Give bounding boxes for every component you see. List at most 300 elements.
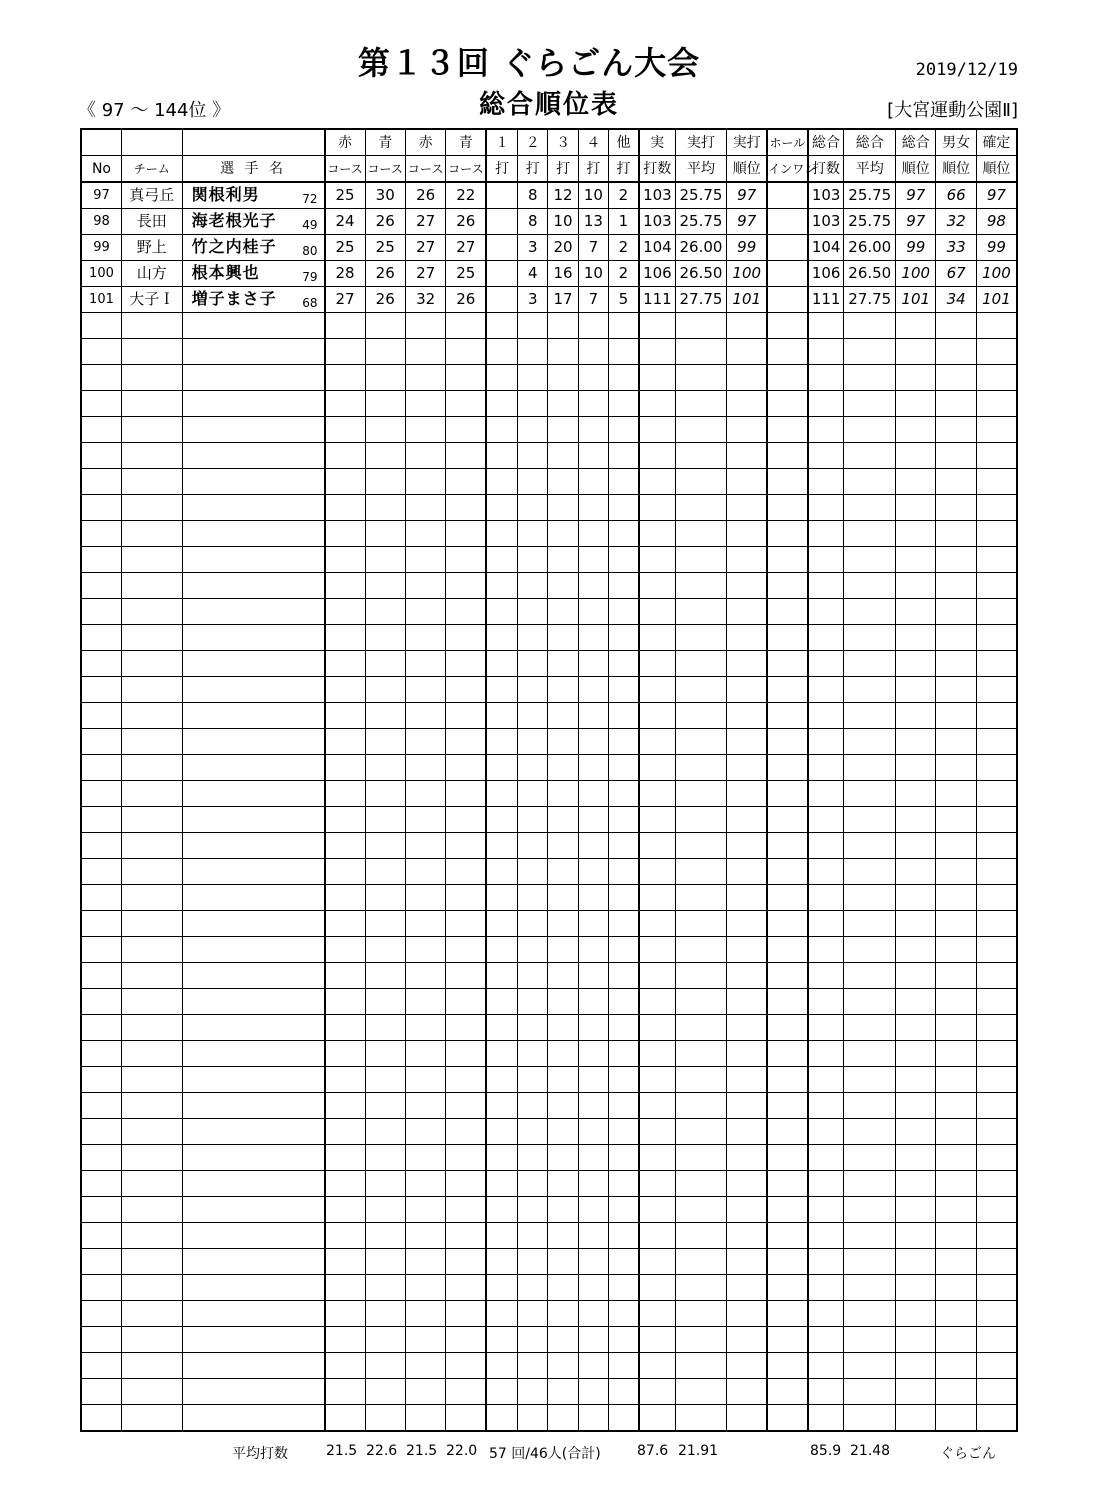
empty-cell — [808, 807, 844, 833]
empty-cell — [808, 1405, 844, 1432]
empty-cell — [405, 1041, 445, 1067]
column-header: 総合 — [808, 129, 844, 156]
empty-cell — [578, 1223, 608, 1249]
empty-cell — [548, 729, 578, 755]
footer-actual-total: 87.6 — [637, 1443, 669, 1459]
cell-gender-rank: 67 — [936, 261, 976, 287]
empty-cell — [518, 1379, 548, 1405]
column-header: 実打 — [675, 129, 727, 156]
empty-cell — [976, 989, 1017, 1015]
empty-cell — [548, 1041, 578, 1067]
empty-cell — [81, 859, 121, 885]
empty-cell — [121, 521, 182, 547]
cell-total-rank: 100 — [896, 261, 936, 287]
cell-s4: 10 — [578, 182, 608, 209]
empty-cell — [182, 729, 325, 755]
column-header: 選 手 名 — [182, 156, 325, 183]
column-header: 男女 — [936, 129, 976, 156]
empty-cell — [727, 1041, 767, 1067]
empty-cell — [578, 365, 608, 391]
empty-cell — [578, 625, 608, 651]
column-header — [81, 129, 121, 156]
empty-table-row — [81, 1275, 1017, 1301]
empty-cell — [808, 1249, 844, 1275]
empty-cell — [896, 443, 936, 469]
empty-cell — [446, 807, 486, 833]
empty-cell — [896, 1197, 936, 1223]
cell-actual: 103 — [639, 209, 675, 235]
empty-cell — [936, 911, 976, 937]
empty-cell — [609, 469, 639, 495]
empty-cell — [405, 521, 445, 547]
empty-cell — [486, 755, 517, 781]
empty-cell — [518, 833, 548, 859]
empty-cell — [548, 1015, 578, 1041]
empty-cell — [639, 1327, 675, 1353]
empty-cell — [727, 1379, 767, 1405]
column-header: コース — [405, 156, 445, 183]
empty-cell — [405, 495, 445, 521]
empty-cell — [675, 807, 727, 833]
empty-cell — [446, 625, 486, 651]
empty-table-row — [81, 391, 1017, 417]
empty-table-row — [81, 885, 1017, 911]
empty-cell — [518, 339, 548, 365]
empty-table-row — [81, 339, 1017, 365]
cell-red1: 25 — [325, 182, 365, 209]
empty-cell — [325, 1197, 365, 1223]
empty-cell — [365, 1275, 405, 1301]
empty-cell — [976, 391, 1017, 417]
empty-cell — [976, 755, 1017, 781]
empty-cell — [609, 859, 639, 885]
player-age: 79 — [302, 270, 318, 284]
empty-cell — [727, 703, 767, 729]
cell-no: 101 — [81, 287, 121, 313]
empty-cell — [81, 1405, 121, 1432]
cell-s2: 4 — [518, 261, 548, 287]
cell-s4: 7 — [578, 287, 608, 313]
cell-total-rank: 101 — [896, 287, 936, 313]
empty-cell — [976, 469, 1017, 495]
empty-cell — [486, 1327, 517, 1353]
empty-cell — [976, 1275, 1017, 1301]
empty-cell — [182, 963, 325, 989]
column-header: 打 — [578, 156, 608, 183]
empty-cell — [976, 859, 1017, 885]
empty-table-row — [81, 1015, 1017, 1041]
cell-final-rank: 97 — [976, 182, 1017, 209]
empty-cell — [639, 1171, 675, 1197]
cell-red1: 25 — [325, 235, 365, 261]
empty-cell — [896, 1301, 936, 1327]
empty-cell — [727, 547, 767, 573]
empty-cell — [365, 755, 405, 781]
empty-cell — [365, 339, 405, 365]
cell-total-rank: 97 — [896, 182, 936, 209]
player-name: 根本興也 — [191, 263, 260, 282]
empty-cell — [405, 781, 445, 807]
empty-cell — [808, 1015, 844, 1041]
empty-cell — [518, 1041, 548, 1067]
empty-cell — [365, 521, 405, 547]
empty-cell — [936, 1093, 976, 1119]
empty-cell — [182, 911, 325, 937]
empty-cell — [727, 573, 767, 599]
empty-cell — [182, 469, 325, 495]
empty-cell — [767, 495, 807, 521]
empty-cell — [486, 1301, 517, 1327]
empty-cell — [182, 703, 325, 729]
empty-cell — [896, 313, 936, 339]
empty-cell — [578, 1041, 608, 1067]
empty-cell — [446, 1119, 486, 1145]
empty-cell — [976, 521, 1017, 547]
empty-cell — [548, 1145, 578, 1171]
empty-cell — [936, 391, 976, 417]
cell-blue1: 26 — [365, 209, 405, 235]
empty-cell — [81, 1327, 121, 1353]
empty-cell — [405, 833, 445, 859]
empty-cell — [405, 365, 445, 391]
empty-cell — [976, 1171, 1017, 1197]
empty-cell — [936, 1119, 976, 1145]
empty-cell — [639, 1301, 675, 1327]
empty-cell — [767, 755, 807, 781]
column-header: ２ — [518, 129, 548, 156]
empty-cell — [896, 495, 936, 521]
empty-cell — [121, 755, 182, 781]
empty-cell — [325, 521, 365, 547]
empty-cell — [896, 1171, 936, 1197]
empty-cell — [325, 339, 365, 365]
empty-cell — [844, 963, 896, 989]
empty-cell — [486, 443, 517, 469]
empty-cell — [446, 1223, 486, 1249]
empty-cell — [446, 365, 486, 391]
empty-cell — [976, 573, 1017, 599]
cell-hio — [767, 235, 807, 261]
empty-cell — [405, 547, 445, 573]
ranking-table — [80, 128, 1018, 1432]
empty-cell — [808, 781, 844, 807]
empty-cell — [578, 443, 608, 469]
empty-cell — [446, 1405, 486, 1432]
empty-cell — [675, 1015, 727, 1041]
column-header: 順位 — [936, 156, 976, 183]
empty-cell — [844, 625, 896, 651]
cell-blue2: 26 — [446, 287, 486, 313]
empty-cell — [896, 963, 936, 989]
cell-total: 103 — [808, 182, 844, 209]
empty-cell — [325, 1223, 365, 1249]
empty-cell — [548, 1171, 578, 1197]
empty-cell — [518, 1327, 548, 1353]
empty-cell — [675, 1119, 727, 1145]
empty-cell — [976, 1093, 1017, 1119]
empty-cell — [639, 651, 675, 677]
empty-cell — [121, 547, 182, 573]
empty-cell — [365, 729, 405, 755]
empty-cell — [767, 1145, 807, 1171]
empty-cell — [182, 417, 325, 443]
empty-cell — [365, 1093, 405, 1119]
empty-cell — [767, 1301, 807, 1327]
empty-cell — [609, 365, 639, 391]
empty-cell — [325, 1353, 365, 1379]
empty-cell — [182, 833, 325, 859]
empty-cell — [936, 833, 976, 859]
empty-cell — [844, 339, 896, 365]
empty-cell — [976, 599, 1017, 625]
empty-cell — [325, 989, 365, 1015]
empty-cell — [727, 365, 767, 391]
empty-cell — [609, 521, 639, 547]
cell-gender-rank: 66 — [936, 182, 976, 209]
empty-cell — [548, 625, 578, 651]
empty-cell — [896, 677, 936, 703]
empty-cell — [767, 1249, 807, 1275]
empty-cell — [81, 1067, 121, 1093]
empty-cell — [639, 1379, 675, 1405]
cell-actual: 106 — [639, 261, 675, 287]
empty-cell — [639, 1353, 675, 1379]
empty-cell — [446, 833, 486, 859]
empty-table-row — [81, 365, 1017, 391]
empty-cell — [325, 1041, 365, 1067]
empty-cell — [844, 729, 896, 755]
column-header: コース — [325, 156, 365, 183]
empty-table-row — [81, 1223, 1017, 1249]
empty-cell — [182, 1119, 325, 1145]
empty-cell — [578, 469, 608, 495]
cell-total-avg: 27.75 — [844, 287, 896, 313]
empty-cell — [844, 859, 896, 885]
empty-table-row — [81, 781, 1017, 807]
empty-cell — [727, 937, 767, 963]
empty-cell — [808, 703, 844, 729]
empty-cell — [405, 1197, 445, 1223]
empty-cell — [81, 833, 121, 859]
empty-cell — [609, 1249, 639, 1275]
empty-cell — [578, 1119, 608, 1145]
cell-blue1: 25 — [365, 235, 405, 261]
empty-cell — [365, 1171, 405, 1197]
empty-cell — [896, 521, 936, 547]
empty-cell — [548, 911, 578, 937]
empty-cell — [365, 365, 405, 391]
column-header: 確定 — [976, 129, 1017, 156]
empty-cell — [844, 1405, 896, 1432]
empty-cell — [936, 1327, 976, 1353]
player-name: 竹之内桂子 — [191, 237, 277, 256]
empty-cell — [405, 599, 445, 625]
empty-cell — [767, 573, 807, 599]
player-name: 関根利男 — [191, 185, 260, 204]
empty-cell — [325, 599, 365, 625]
empty-cell — [844, 1041, 896, 1067]
empty-cell — [446, 599, 486, 625]
player-age: 49 — [302, 218, 318, 232]
page-title: 第１３回 ぐらごん大会 — [357, 44, 701, 82]
empty-cell — [808, 1041, 844, 1067]
empty-cell — [548, 1275, 578, 1301]
empty-cell — [976, 1197, 1017, 1223]
empty-cell — [518, 573, 548, 599]
empty-cell — [446, 573, 486, 599]
empty-cell — [548, 1119, 578, 1145]
empty-cell — [81, 885, 121, 911]
empty-cell — [81, 963, 121, 989]
empty-cell — [182, 755, 325, 781]
column-header: 打数 — [808, 156, 844, 183]
table-row — [81, 182, 1017, 209]
empty-table-row — [81, 1171, 1017, 1197]
empty-cell — [767, 313, 807, 339]
empty-cell — [81, 1171, 121, 1197]
empty-cell — [182, 1067, 325, 1093]
empty-cell — [446, 781, 486, 807]
empty-cell — [518, 495, 548, 521]
empty-cell — [121, 963, 182, 989]
empty-cell — [578, 521, 608, 547]
empty-cell — [675, 1197, 727, 1223]
empty-cell — [325, 1405, 365, 1432]
empty-cell — [936, 365, 976, 391]
empty-cell — [808, 1275, 844, 1301]
empty-cell — [365, 1197, 405, 1223]
empty-cell — [325, 833, 365, 859]
empty-cell — [121, 677, 182, 703]
empty-cell — [609, 937, 639, 963]
empty-cell — [936, 1145, 976, 1171]
empty-cell — [365, 547, 405, 573]
empty-cell — [844, 1379, 896, 1405]
cell-red1: 27 — [325, 287, 365, 313]
empty-cell — [405, 1405, 445, 1432]
empty-cell — [81, 599, 121, 625]
empty-cell — [976, 1301, 1017, 1327]
empty-cell — [548, 937, 578, 963]
empty-cell — [182, 573, 325, 599]
empty-cell — [182, 781, 325, 807]
empty-cell — [405, 755, 445, 781]
empty-cell — [808, 365, 844, 391]
empty-cell — [896, 417, 936, 443]
empty-table-row — [81, 729, 1017, 755]
empty-cell — [578, 339, 608, 365]
cell-s4: 13 — [578, 209, 608, 235]
empty-cell — [896, 469, 936, 495]
empty-cell — [81, 989, 121, 1015]
cell-total-avg: 26.00 — [844, 235, 896, 261]
empty-cell — [325, 443, 365, 469]
empty-cell — [446, 963, 486, 989]
report-date: 2019/12/19 — [915, 60, 1018, 80]
cell-actual-avg: 26.00 — [675, 235, 727, 261]
column-header: 赤 — [325, 129, 365, 156]
empty-cell — [976, 937, 1017, 963]
cell-other: 2 — [609, 261, 639, 287]
empty-cell — [486, 1015, 517, 1041]
empty-cell — [727, 599, 767, 625]
empty-cell — [486, 1093, 517, 1119]
empty-cell — [405, 807, 445, 833]
empty-cell — [548, 443, 578, 469]
empty-cell — [808, 833, 844, 859]
empty-cell — [325, 495, 365, 521]
empty-cell — [405, 469, 445, 495]
empty-cell — [976, 313, 1017, 339]
player-name-cell — [182, 287, 325, 313]
empty-cell — [639, 859, 675, 885]
empty-cell — [518, 1405, 548, 1432]
empty-cell — [609, 963, 639, 989]
page-subtitle: 総合順位表 — [478, 90, 619, 120]
empty-cell — [639, 391, 675, 417]
empty-cell — [405, 1379, 445, 1405]
empty-cell — [844, 833, 896, 859]
empty-cell — [121, 417, 182, 443]
empty-cell — [639, 885, 675, 911]
empty-cell — [182, 443, 325, 469]
empty-cell — [808, 1379, 844, 1405]
cell-other: 2 — [609, 182, 639, 209]
empty-cell — [365, 807, 405, 833]
cell-total-avg: 25.75 — [844, 182, 896, 209]
empty-cell — [936, 1015, 976, 1041]
empty-cell — [405, 703, 445, 729]
empty-cell — [518, 469, 548, 495]
empty-cell — [446, 339, 486, 365]
empty-cell — [675, 391, 727, 417]
empty-cell — [976, 677, 1017, 703]
empty-cell — [486, 1197, 517, 1223]
empty-cell — [896, 755, 936, 781]
empty-cell — [936, 1041, 976, 1067]
empty-cell — [896, 1249, 936, 1275]
empty-cell — [609, 1223, 639, 1249]
empty-cell — [896, 1041, 936, 1067]
empty-cell — [808, 1327, 844, 1353]
empty-cell — [121, 859, 182, 885]
empty-cell — [767, 1379, 807, 1405]
cell-team: 野上 — [121, 235, 182, 261]
empty-cell — [325, 313, 365, 339]
empty-cell — [446, 1067, 486, 1093]
cell-s3: 17 — [548, 287, 578, 313]
empty-table-row — [81, 651, 1017, 677]
empty-cell — [405, 417, 445, 443]
empty-cell — [121, 1223, 182, 1249]
empty-cell — [727, 521, 767, 547]
empty-cell — [81, 365, 121, 391]
empty-cell — [446, 443, 486, 469]
empty-cell — [578, 937, 608, 963]
empty-cell — [81, 1223, 121, 1249]
empty-cell — [578, 755, 608, 781]
empty-cell — [121, 469, 182, 495]
empty-cell — [609, 651, 639, 677]
player-name: 海老根光子 — [191, 211, 277, 230]
empty-cell — [121, 1145, 182, 1171]
empty-cell — [936, 937, 976, 963]
empty-cell — [639, 1119, 675, 1145]
column-header: チーム — [121, 156, 182, 183]
empty-cell — [639, 469, 675, 495]
cell-other: 2 — [609, 235, 639, 261]
empty-cell — [808, 313, 844, 339]
